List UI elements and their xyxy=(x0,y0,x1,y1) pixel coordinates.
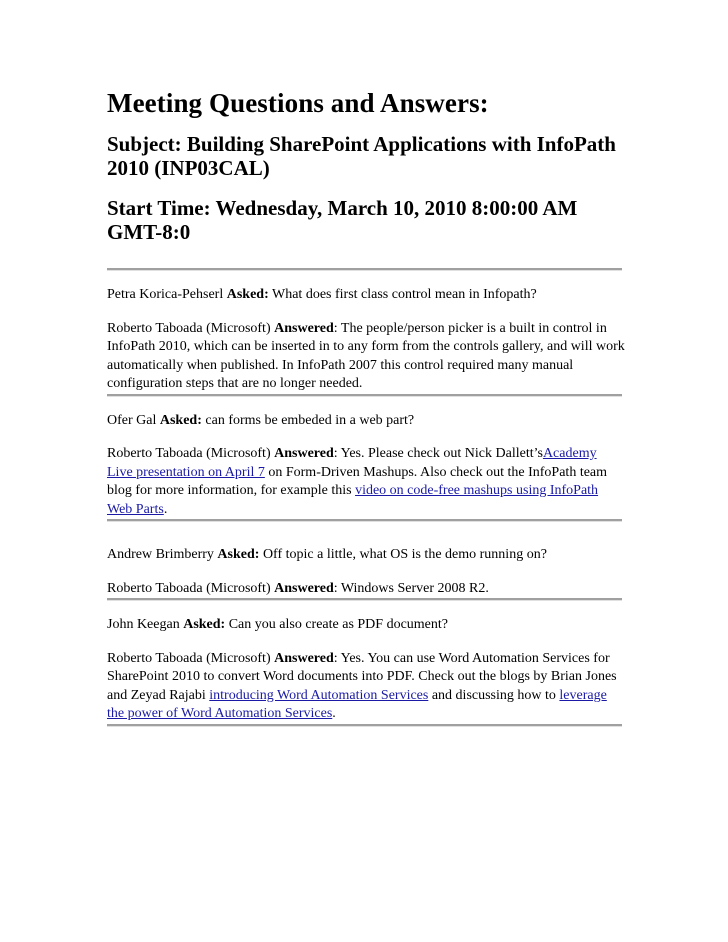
asker-name: Petra Korica-Pehserl xyxy=(107,287,224,302)
qa-item xyxy=(107,412,627,520)
section-divider xyxy=(107,724,622,727)
answer-text: : Yes. You can use Word Automation Services for SharePoint 2010 to convert Word documents into PDF. Check out the blogs by Brian Jones and Zeyad Rajabi xyxy=(107,650,617,703)
asker-name: John Keegan xyxy=(107,617,180,632)
asked-label: Asked: xyxy=(159,412,202,428)
section-divider xyxy=(107,394,622,397)
page-title: Meeting Questions and Answers: xyxy=(107,88,489,118)
asker-name: Andrew Brimberry xyxy=(107,547,214,562)
answer-text: on Form-Driven Mashups. Also check out the InfoPath team blog for more information, for example this xyxy=(107,464,608,498)
word-automation-power-link[interactable]: leverage the power of Word Automation Services xyxy=(107,687,607,721)
answer-paragraph xyxy=(107,650,625,724)
document-page xyxy=(107,84,627,727)
question-text: What does first class control mean in Infopath? xyxy=(268,287,537,302)
qa-item xyxy=(107,616,627,724)
question-text: Off topic a little, what OS is the demo running on? xyxy=(259,547,547,562)
answered-label: Answered xyxy=(274,320,334,336)
asked-label: Asked: xyxy=(226,287,269,302)
question-text: can forms be embeded in a web part? xyxy=(201,412,415,428)
asker-name: Ofer Gal xyxy=(107,412,157,428)
answer-paragraph xyxy=(107,445,625,519)
section-divider xyxy=(107,268,622,271)
academy-live-link[interactable]: Academy Live presentation on April 7 xyxy=(107,446,597,480)
meeting-start-time: Start Time: Wednesday, March 10, 2010 8:00:00 AM GMT-8:0 xyxy=(107,196,578,244)
question-line xyxy=(107,546,625,565)
section-divider xyxy=(107,598,622,601)
asked-label: Asked: xyxy=(217,547,260,562)
responder-name: Roberto Taboada (Microsoft) xyxy=(107,446,271,461)
meeting-subject: Subject: Building SharePoint Applications with InfoPath 2010 (INP03CAL) xyxy=(107,132,616,180)
responder-name: Roberto Taboada (Microsoft) xyxy=(107,580,271,596)
answer-text: . xyxy=(163,501,168,517)
section-divider xyxy=(107,519,622,522)
qa-item xyxy=(107,546,627,598)
answered-label: Answered xyxy=(274,580,334,596)
answer-text: : The people/person picker is a built in control in InfoPath 2010, which can be inserted in to any form from the controls gallery, and will work automatically when published. In InfoPath 2007 this control required many manual configuration steps that are no longer needed. xyxy=(107,320,625,391)
word-automation-intro-link[interactable]: introducing Word Automation Services xyxy=(209,687,429,703)
answered-label: Answered xyxy=(274,650,334,666)
qa-item xyxy=(107,286,627,394)
answer-text: : Windows Server 2008 R2. xyxy=(333,580,489,596)
question-line xyxy=(107,286,625,305)
answer-paragraph xyxy=(107,580,625,599)
asked-label: Asked: xyxy=(183,617,226,632)
answer-paragraph xyxy=(107,320,625,394)
responder-name: Roberto Taboada (Microsoft) xyxy=(107,320,271,336)
question-text: Can you also create as PDF document? xyxy=(225,617,448,632)
question-line xyxy=(107,616,625,635)
answer-text: . xyxy=(332,706,336,721)
question-line xyxy=(107,412,625,431)
responder-name: Roberto Taboada (Microsoft) xyxy=(107,650,271,666)
mashups-video-link[interactable]: video on code-free mashups using InfoPath Web Parts xyxy=(107,483,599,517)
answer-text: : Yes. Please check out Nick Dallett’s xyxy=(333,446,543,461)
answer-text: and discussing how to xyxy=(428,687,560,703)
answered-label: Answered xyxy=(274,446,334,461)
